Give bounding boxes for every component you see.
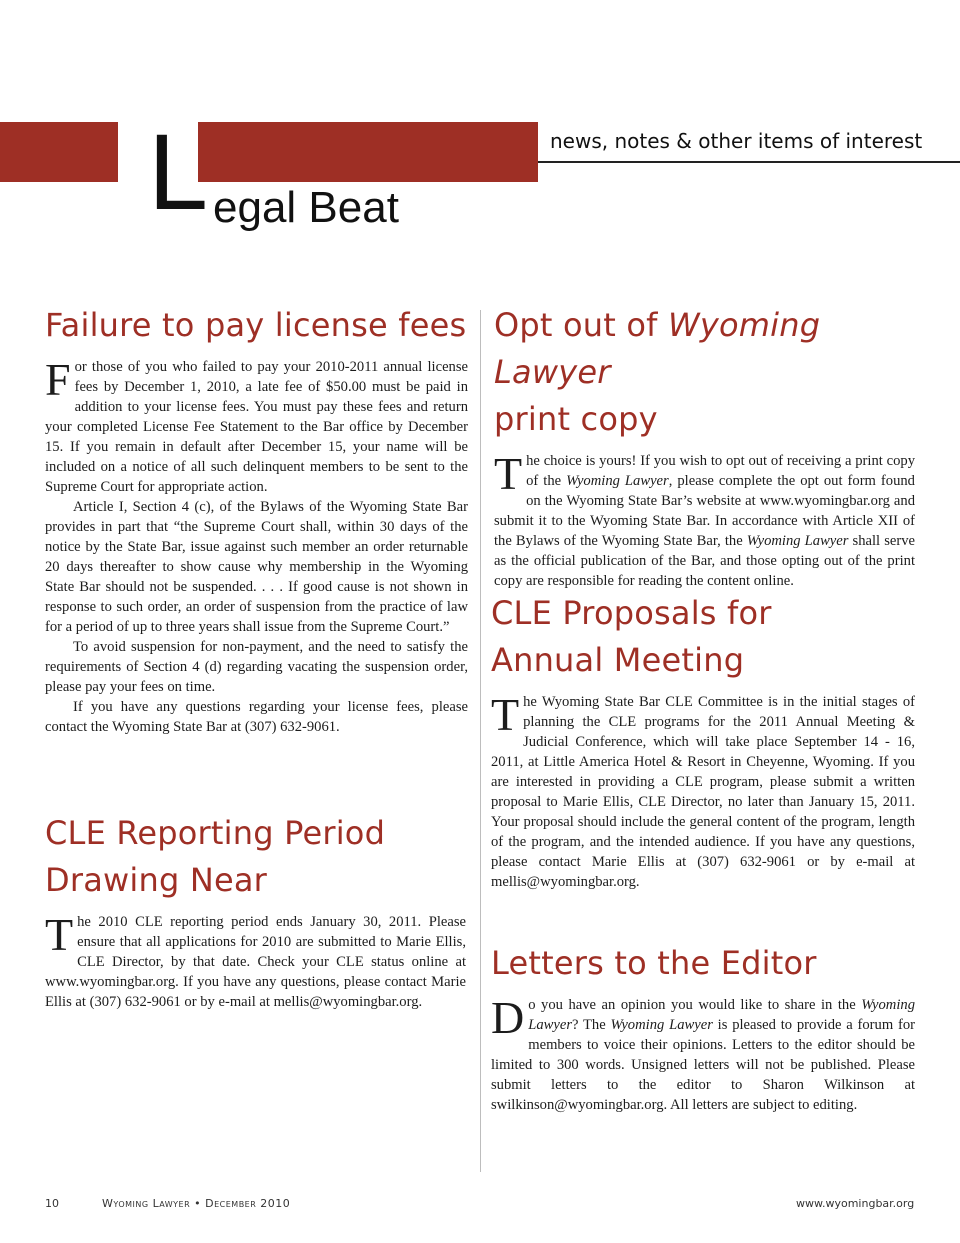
drop-cap: D <box>491 992 525 1043</box>
header-accent-bar <box>198 122 538 182</box>
article-cle-reporting <box>45 810 466 1012</box>
article-body <box>491 689 915 892</box>
drop-cap: T <box>45 909 74 960</box>
drop-cap: T <box>494 448 523 499</box>
article-cle-proposals <box>491 590 915 892</box>
header-accent-bar-left <box>0 122 118 182</box>
drop-cap: T <box>491 689 520 740</box>
article-heading: Opt out of Wyoming Lawyer print copy <box>494 306 821 438</box>
article-body <box>45 909 466 1012</box>
article-body: Do you have an opinion you would like to share in the Wyoming Lawyer? The Wyoming Lawyer is pleased to provide a forum for members to voice their opinions. Letters to the editor should be limited to 300 words. Unsigned letters will not be published. Please submit letters to the editor to Sharon Wilkinson at swilkinson@wyomingbar.org. All letters are subject to editing. <box>491 992 916 1113</box>
page-number: 10 <box>45 1197 59 1210</box>
paragraph: Article I, Section 4 (c), of the Bylaws of the Wyoming State Bar provides in part that “the Supreme Court shall, within 30 days of the notice by the State Bar, issue against such member an order returnable 20 days thereafter to show cause why membership in the Wyoming State Bar should not be suspended. . . . If good cause is not shown in response to such order, an order of suspension from the practice of law for a period of up to three years shall issue from the Supreme Court.” <box>45 499 468 635</box>
section-tagline: news, notes & other items of interest <box>550 129 923 153</box>
article-opt-out <box>494 302 915 591</box>
paragraph: or those of you who failed to pay your 2010-2011 annual license fees by December 1, 2010, a late fee of $50.00 must be paid in addition to your license fees. You must pay these fees and return your completed License Fee Statement to the Bar office by December 15. If you remain in default after December 15, your name will be included on a notice of all such delinquent members to be sent to the Supreme Court for appropriate action. <box>45 359 468 495</box>
article-failure-to-pay <box>45 302 468 737</box>
article-heading: CLE Reporting Period Drawing Near <box>45 814 386 899</box>
paragraph: To avoid suspension for non-payment, and the need to satisfy the requirements of Section 4 (d) regarding vacating the suspension order, please pay your fees on time. <box>45 639 468 695</box>
drop-cap: F <box>45 354 71 405</box>
paragraph: If you have any questions regarding your license fees, please contact the Wyoming State Bar at (307) 632-9061. <box>45 699 468 735</box>
section-title-initial: L <box>148 111 209 232</box>
section-title: egal Beat <box>213 183 399 232</box>
column-divider <box>480 310 481 1172</box>
article-heading: Letters to the Editor <box>491 944 817 982</box>
paragraph: he Wyoming State Bar CLE Committee is in the initial stages of planning the CLE programs for the 2011 Annual Meeting & Judicial Conference, which will take place September 14 - 16, 2011, at Little America Hotel & Resort in Cheyenne, Wyoming. If you are interested in providing a CLE program, please submit a written proposal to Marie Ellis, CLE Director, no later than January 15, 2011. Your proposal should include the general content of the program, length of the program, and the intended audience. If you have any questions, please contact Marie Ellis at (307) 632-9061 or by e-mail at mellis@wyomingbar.org. <box>491 694 915 890</box>
article-letters-to-editor <box>491 940 915 1115</box>
paragraph: he 2010 CLE reporting period ends January 30, 2011. Please ensure that all applications for 2010 are submitted to Marie Ellis, CLE Director, by that date. Check your CLE status online at www.wyomingbar.org. If you have any questions, please contact Marie Ellis at (307) 632-9061 or by e-mail at mellis@wyomingbar.org. <box>45 914 466 1010</box>
publication-info: Wyoming Lawyer • December 2010 <box>102 1197 291 1210</box>
article-heading: CLE Proposals for Annual Meeting <box>491 594 772 679</box>
website-url: www.wyomingbar.org <box>796 1197 915 1210</box>
article-body <box>45 354 468 737</box>
article-body: The choice is yours! If you wish to opt out of receiving a print copy of the Wyoming Lawyer, please complete the opt out form found on the Wyoming State Bar’s website at www.wyomingbar.org and submit it to the Wyoming State Bar. In accordance with Article XII of the Bylaws of the Wyoming State Bar, the Wyoming Lawyer shall serve as the official publication of the Bar, and those opting out of the print copy are responsible for reading the content online. <box>494 448 916 589</box>
article-heading: Failure to pay license fees <box>45 306 467 344</box>
header-rule <box>538 161 960 163</box>
